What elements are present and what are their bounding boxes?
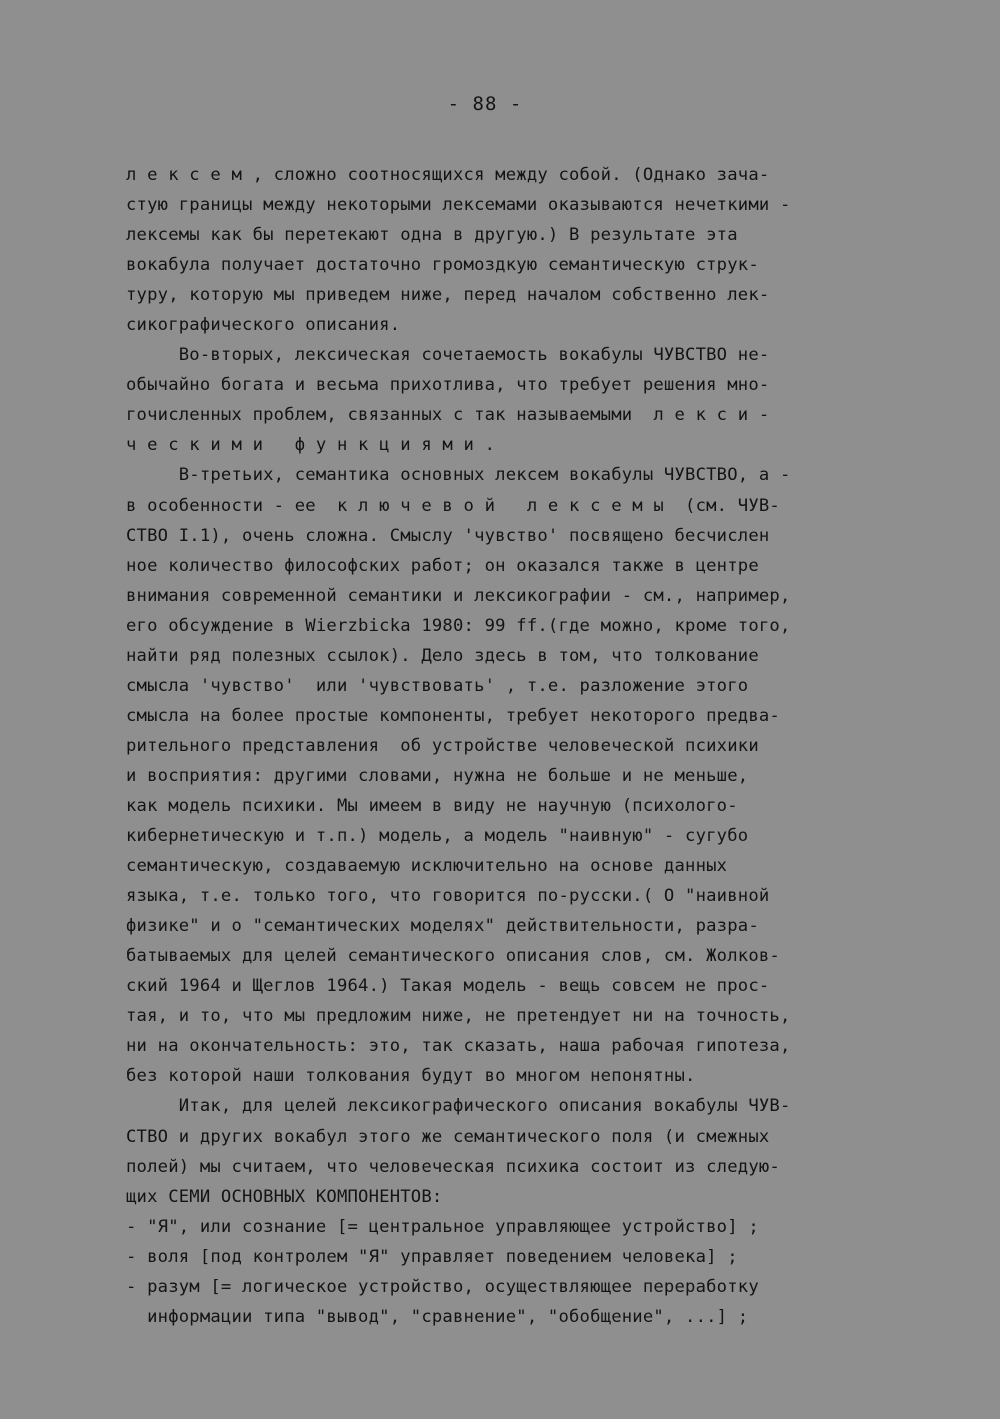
text-line: В-третьих, семантика основных лексем вокабулы ЧУВСТВО, а - bbox=[126, 465, 791, 486]
text-line: внимания современной семантики и лексикографии - см., например, bbox=[126, 585, 791, 606]
text-line: ни на окончательность: это, так сказать, наша рабочая гипотеза, bbox=[126, 1036, 791, 1057]
list-item: - разум [= логическое устройство, осуществляющее переработку bbox=[126, 1276, 759, 1297]
text-line: ное количество философских работ; он оказался также в центре bbox=[126, 555, 759, 576]
list-item: информации типа "вывод", "сравнение", "обобщение", ...] ; bbox=[126, 1306, 749, 1327]
text-line: и восприятия: другими словами, нужна не больше и не меньше, bbox=[126, 765, 749, 786]
text-line: щих СЕМИ ОСНОВНЫХ КОМПОНЕНТОВ: bbox=[126, 1186, 443, 1207]
text-line: рительного представления об устройстве человеческой психики bbox=[126, 735, 759, 756]
text-line: обычайно богата и весьма прихотлива, что требует решения мно- bbox=[126, 375, 770, 396]
text-line: туру, которую мы приведем ниже, перед началом собственно лек- bbox=[126, 285, 770, 306]
text-line: ч е с к и м и ф у н к ц и я м и . bbox=[126, 435, 496, 456]
list-item: - "Я", или сознание [= центральное управляющее устройство] ; bbox=[126, 1216, 759, 1237]
text-line: сикографического описания. bbox=[126, 315, 401, 336]
text-line: тая, и то, что мы предложим ниже, не претендует ни на точность, bbox=[126, 1006, 791, 1027]
text-line: физике" и о "семантических моделях" действительности, разра- bbox=[126, 916, 759, 937]
text-line: в особенности - ее к л ю ч е в о й л е к с е м ы (см. ЧУВ- bbox=[126, 495, 780, 516]
list-item: - воля [под контролем "Я" управляет поведением человека] ; bbox=[126, 1246, 738, 1267]
text-line: семантическую, создаваемую исключительно на основе данных bbox=[126, 856, 728, 877]
text-line: смысла на более простые компоненты, требует некоторого предва- bbox=[126, 705, 780, 726]
text-line: СТВО I.1), очень сложна. Смыслу 'чувство' посвящено бесчислен bbox=[126, 525, 770, 546]
text-line: СТВО и других вокабул этого же семантического поля (и смежных bbox=[126, 1126, 770, 1147]
text-line: батываемых для целей семантического описания слов, см. Жолков- bbox=[126, 946, 780, 967]
text-line: языка, т.е. только того, что говорится по-русски.( О "наивной bbox=[126, 886, 770, 907]
text-line: вокабула получает достаточно громоздкую семантическую струк- bbox=[126, 255, 759, 276]
text-line: кибернетическую и т.п.) модель, а модель "наивную" - сугубо bbox=[126, 826, 749, 847]
text-line: смысла 'чувство' или 'чувствовать' , т.е. разложение этого bbox=[126, 675, 749, 696]
text-line: Итак, для целей лексикографического описания вокабулы ЧУВ- bbox=[126, 1096, 791, 1117]
text-line: ский 1964 и Щеглов 1964.) Такая модель - вещь совсем не прос- bbox=[126, 976, 770, 997]
text-line: Во-вторых, лексическая сочетаемость вокабулы ЧУВСТВО не- bbox=[126, 345, 770, 366]
text-line: полей) мы считаем, что человеческая психика состоит из следую- bbox=[126, 1156, 780, 1177]
text-line: найти ряд полезных ссылок). Дело здесь в том, что толкование bbox=[126, 645, 759, 666]
text-line: лексемы как бы перетекают одна в другую.) В результате эта bbox=[126, 225, 738, 246]
body-text bbox=[126, 160, 886, 1332]
text-line: без которой наши толкования будут во многом непонятны. bbox=[126, 1066, 696, 1087]
text-line: гочисленных проблем, связанных с так называемыми л е к с и - bbox=[126, 405, 770, 426]
text-line: как модель психики. Мы имеем в виду не научную (психолого- bbox=[126, 795, 738, 816]
text-line: л е к с е м , сложно соотносящихся между собой. (Однако зача- bbox=[126, 165, 770, 185]
page-number: - 88 - bbox=[447, 93, 523, 115]
text-line: стую границы между некоторыми лексемами оказываются нечеткими - bbox=[126, 195, 791, 216]
text-line: его обсуждение в Wierzbicka 1980: 99 ff.(где можно, кроме того, bbox=[126, 615, 791, 636]
